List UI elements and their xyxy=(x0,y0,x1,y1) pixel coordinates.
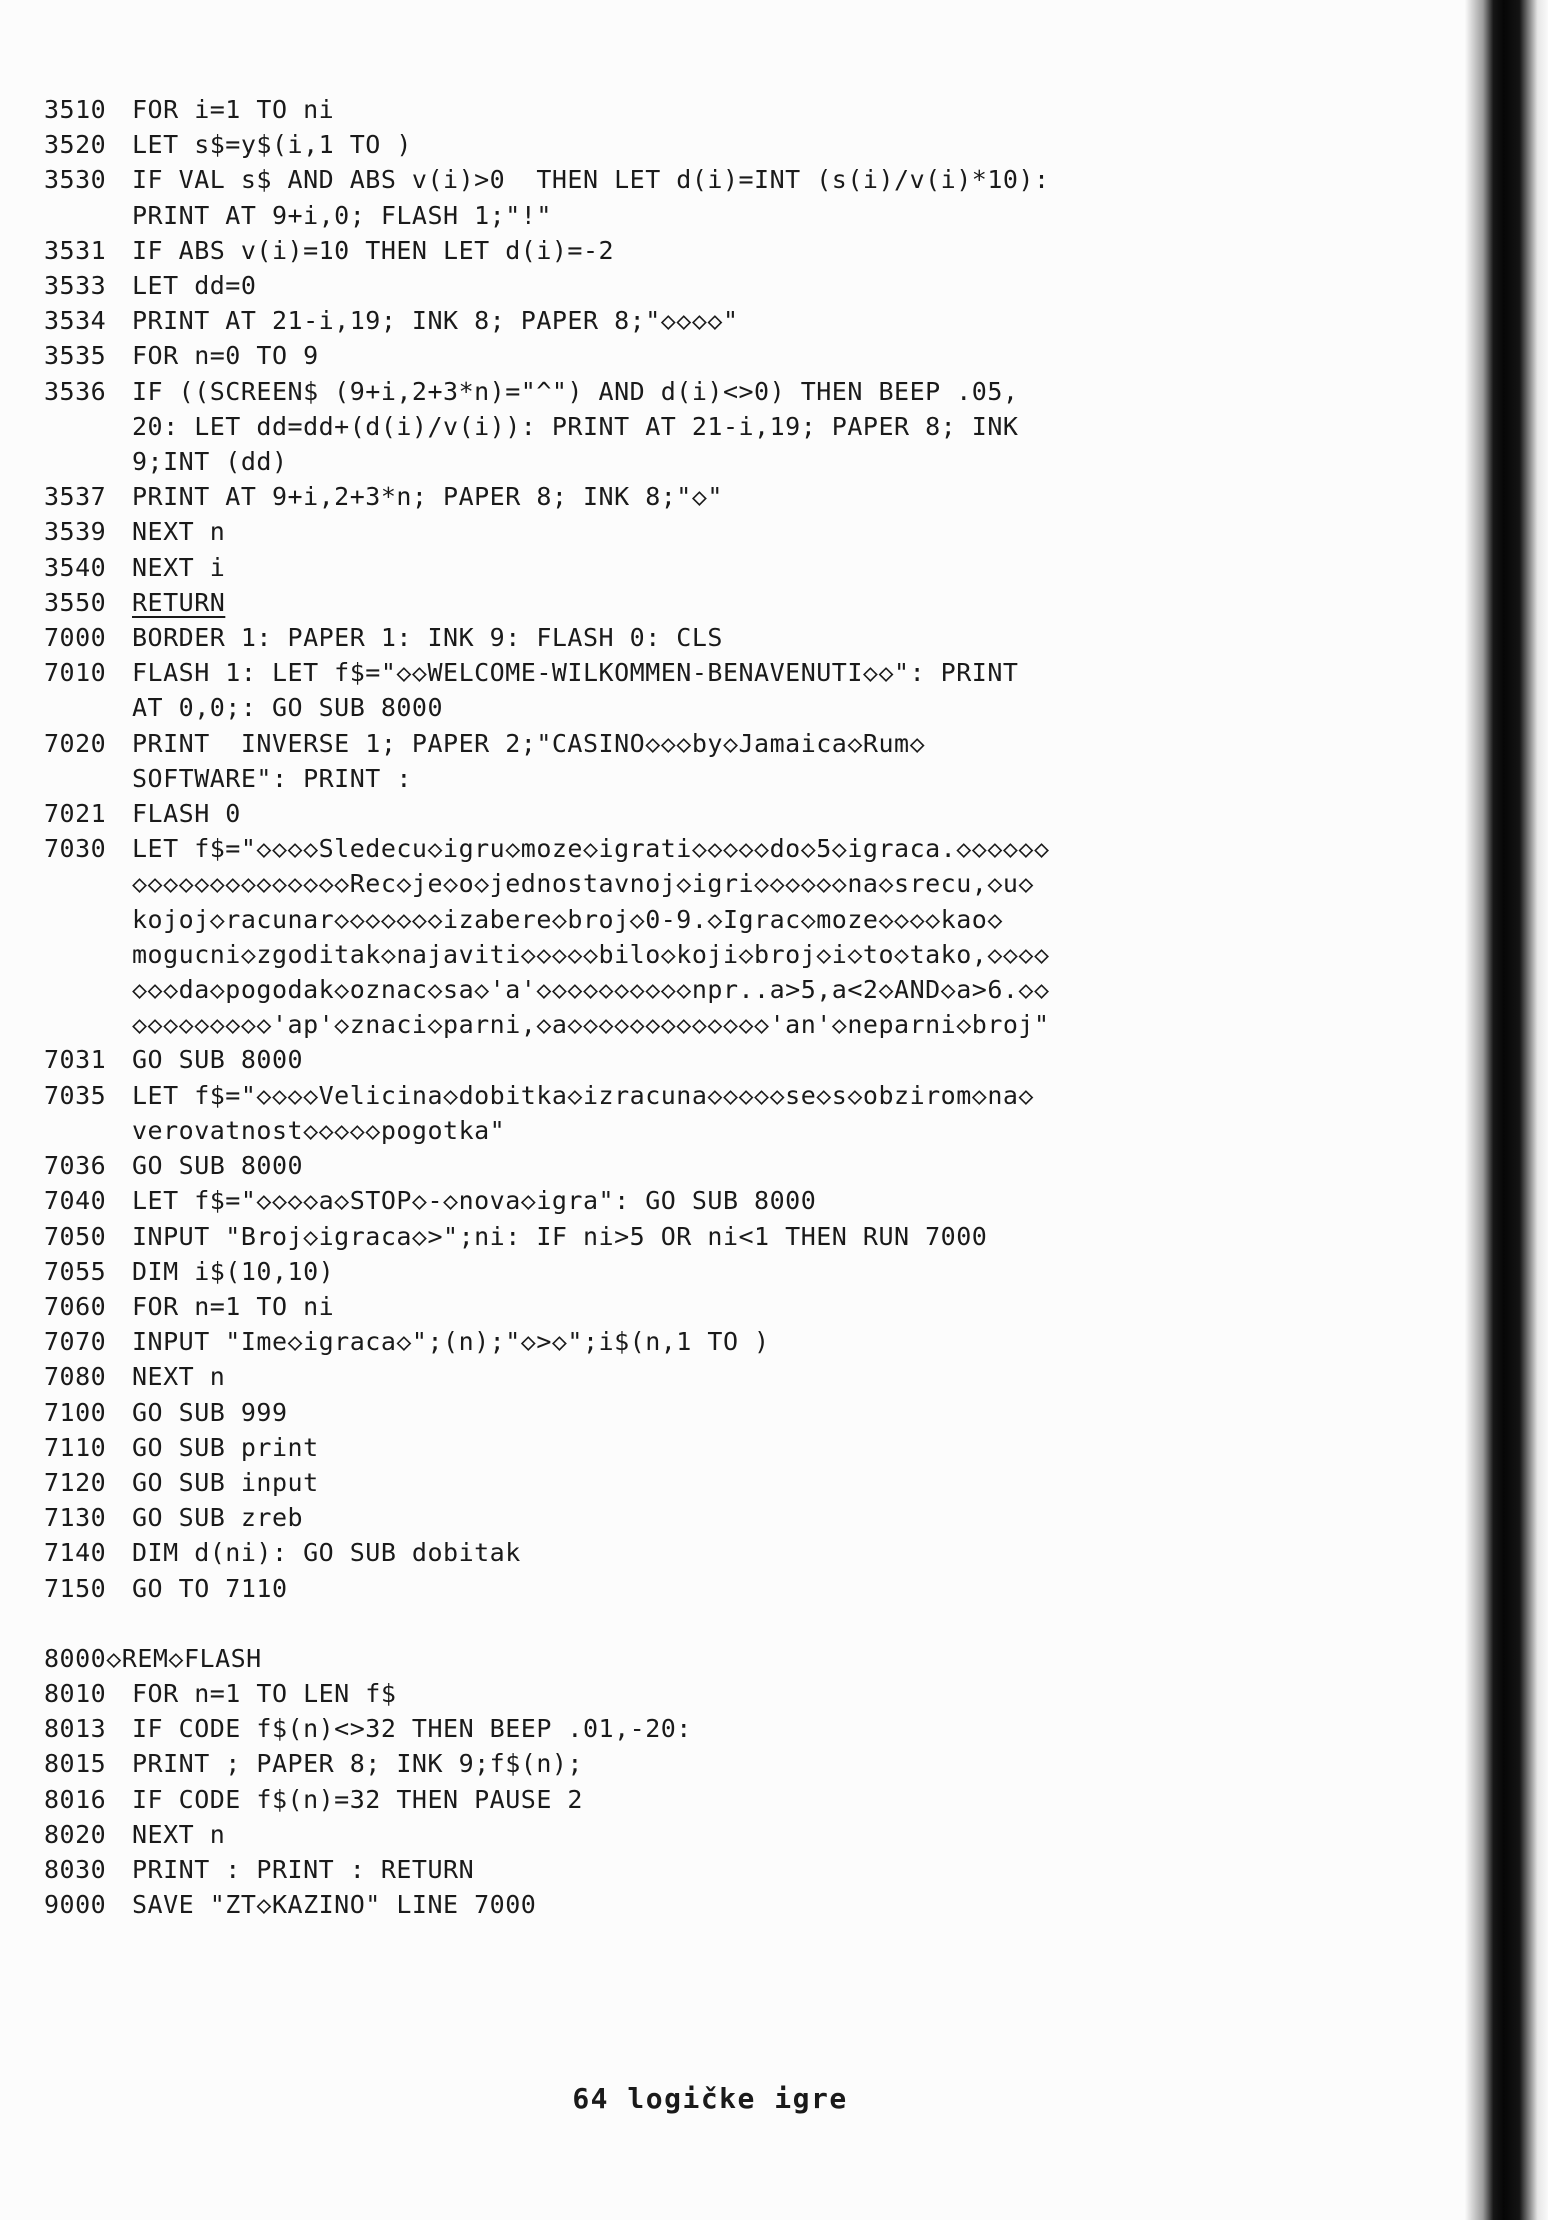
code-line xyxy=(44,1465,1194,1500)
code-line xyxy=(44,268,1194,303)
line-code: NEXT n xyxy=(132,1819,226,1849)
line-code: INPUT "Broj◇igraca◇>";ni: IF ni>5 OR ni<1 THEN RUN 7000 xyxy=(132,1221,988,1251)
line-number: 8016 xyxy=(44,1784,107,1814)
line-code: GO SUB 8000 xyxy=(132,1151,304,1181)
code-line xyxy=(44,620,1194,655)
code-line xyxy=(44,1676,1194,1711)
line-code: IF CODE f$(n)=32 THEN PAUSE 2 xyxy=(132,1784,583,1814)
line-code: FOR n=1 TO ni xyxy=(132,1291,335,1321)
line-number: 7120 xyxy=(44,1467,107,1497)
line-number: 8015 xyxy=(44,1749,107,1779)
line-number: 3510 xyxy=(44,95,107,124)
line-number: 3540 xyxy=(44,552,107,582)
line-number: 7030 xyxy=(44,834,107,864)
code-line xyxy=(44,726,1194,796)
line-number: 7040 xyxy=(44,1186,107,1216)
code-line xyxy=(44,1183,1194,1218)
line-code: PRINT AT 21-i,19; INK 8; PAPER 8;"◇◇◇◇" xyxy=(132,306,739,336)
code-line xyxy=(44,1395,1194,1430)
line-code: FOR n=0 TO 9 xyxy=(132,341,319,371)
line-code: DIM i$(10,10) xyxy=(132,1256,335,1286)
code-line xyxy=(44,1817,1194,1852)
line-number: 3536 xyxy=(44,376,107,406)
code-line xyxy=(44,1782,1194,1817)
line-number: 8010 xyxy=(44,1678,107,1708)
line-number: 3537 xyxy=(44,482,107,512)
line-code: GO SUB input xyxy=(132,1467,319,1497)
code-line xyxy=(44,831,1194,1042)
line-code: GO SUB zreb xyxy=(132,1503,304,1533)
line-number: 7110 xyxy=(44,1432,107,1462)
line-number: 7100 xyxy=(44,1397,107,1427)
line-code: NEXT n xyxy=(132,517,226,547)
line-number: 7050 xyxy=(44,1221,107,1251)
code-line xyxy=(44,233,1194,268)
line-number: 7010 xyxy=(44,658,107,688)
line-number: 3531 xyxy=(44,235,107,265)
line-number: 8000 xyxy=(44,1643,107,1673)
line-number: 7055 xyxy=(44,1256,107,1286)
line-code: PRINT AT 9+i,2+3*n; PAPER 8; INK 8;"◇" xyxy=(132,482,723,512)
line-code: LET f$="◇◇◇◇Sledecu◇igru◇moze◇igrati◇◇◇◇◇do◇5◇igraca.◇◇◇◇◇◇ ◇◇◇◇◇◇◇◇◇◇◇◇◇◇Rec◇je◇o◇jednostavnoj◇igri◇◇◇◇◇◇na◇srecu,◇u◇ kojoj◇racunar◇◇◇◇◇◇◇izabere◇broj◇0-9.◇Igrac◇moze◇◇◇◇kao◇ mogucni◇zgoditak◇najaviti◇◇◇◇◇bilo◇koji◇broj◇i◇to◇tako,◇◇◇◇ ◇◇◇da◇pogodak◇oznac◇sa◇'a'◇◇◇◇◇◇◇◇◇◇npr..a>5,a<2◇AND◇a>6.◇◇ ◇◇◇◇◇◇◇◇◇'ap'◇znaci◇parni,◇a◇◇◇◇◇◇◇◇◇◇◇◇◇'an'◇neparni◇broj" xyxy=(132,834,1050,1040)
line-code: IF ((SCREEN$ (9+i,2+3*n)="^") AND d(i)<>0) THEN BEEP .05, 20: LET dd=dd+(d(i)/v(i)): PRINT AT 21-i,19; PAPER 8; INK 9;INT (dd) xyxy=(132,376,1019,477)
line-number: 3550 xyxy=(44,587,107,617)
line-code: ◇REM◇FLASH xyxy=(106,1643,262,1673)
line-code: INPUT "Ime◇igraca◇";(n);"◇>◇";i$(n,1 TO ) xyxy=(132,1327,770,1357)
line-code: GO SUB print xyxy=(132,1432,319,1462)
line-number: 8030 xyxy=(44,1854,107,1884)
code-line xyxy=(44,1078,1194,1148)
code-line xyxy=(44,1571,1194,1606)
code-line xyxy=(44,585,1194,620)
line-code: FOR i=1 TO ni xyxy=(132,95,335,124)
line-number: 3533 xyxy=(44,271,107,301)
code-line xyxy=(44,1535,1194,1570)
line-code: IF VAL s$ AND ABS v(i)>0 THEN LET d(i)=INT (s(i)/v(i)*10): PRINT AT 9+i,0; FLASH 1;"!" xyxy=(132,165,1050,230)
code-line xyxy=(44,1711,1194,1746)
line-number: 3520 xyxy=(44,130,107,160)
line-number: 7140 xyxy=(44,1538,107,1568)
code-line xyxy=(44,1852,1194,1887)
code-line xyxy=(44,1430,1194,1465)
line-number: 7000 xyxy=(44,623,107,653)
code-line xyxy=(44,514,1194,549)
code-line xyxy=(44,1500,1194,1535)
code-line xyxy=(44,1359,1194,1394)
line-number: 7130 xyxy=(44,1503,107,1533)
line-number: 3535 xyxy=(44,341,107,371)
code-line xyxy=(44,1289,1194,1324)
code-line xyxy=(44,127,1194,162)
line-code: PRINT : PRINT : RETURN xyxy=(132,1854,475,1884)
line-number: 7036 xyxy=(44,1151,107,1181)
line-code: PRINT INVERSE 1; PAPER 2;"CASINO◇◇◇by◇Jamaica◇Rum◇ SOFTWARE": PRINT : xyxy=(132,728,926,793)
line-code: IF CODE f$(n)<>32 THEN BEEP .01,-20: xyxy=(132,1714,692,1744)
line-code: NEXT i xyxy=(132,552,226,582)
code-line xyxy=(44,1254,1194,1289)
line-code: RETURN xyxy=(132,587,226,617)
line-number: 7021 xyxy=(44,799,107,829)
code-line xyxy=(44,1148,1194,1183)
code-line xyxy=(44,1324,1194,1359)
line-number: 8013 xyxy=(44,1714,107,1744)
code-line xyxy=(44,92,1194,127)
page-footer: 64 logičke igre xyxy=(572,2082,848,2115)
code-line xyxy=(44,162,1194,232)
line-number: 7080 xyxy=(44,1362,107,1392)
code-line xyxy=(44,550,1194,585)
line-code: LET f$="◇◇◇◇a◇STOP◇-◇nova◇igra": GO SUB 8000 xyxy=(132,1186,817,1216)
line-code: GO SUB 999 xyxy=(132,1397,288,1427)
program-listing xyxy=(44,92,1194,1922)
code-line xyxy=(44,338,1194,373)
line-code: DIM d(ni): GO SUB dobitak xyxy=(132,1538,521,1568)
line-number: 7020 xyxy=(44,728,107,758)
line-number: 7060 xyxy=(44,1291,107,1321)
line-code: LET dd=0 xyxy=(132,271,257,301)
line-number: 7070 xyxy=(44,1327,107,1357)
line-code: NEXT n xyxy=(132,1362,226,1392)
line-code: LET f$="◇◇◇◇Velicina◇dobitka◇izracuna◇◇◇◇◇se◇s◇obzirom◇na◇ verovatnost◇◇◇◇◇pogotka" xyxy=(132,1080,1034,1145)
line-code: LET s$=y$(i,1 TO ) xyxy=(132,130,412,160)
code-line xyxy=(44,1219,1194,1254)
code-line xyxy=(44,796,1194,831)
line-code: PRINT ; PAPER 8; INK 9;f$(n); xyxy=(132,1749,583,1779)
line-number: 7150 xyxy=(44,1573,107,1603)
line-code: BORDER 1: PAPER 1: INK 9: FLASH 0: CLS xyxy=(132,623,723,653)
code-line xyxy=(44,655,1194,725)
line-number: 3534 xyxy=(44,306,107,336)
code-line xyxy=(44,1746,1194,1781)
line-number: 3530 xyxy=(44,165,107,195)
code-line xyxy=(44,1887,1194,1922)
line-code: GO SUB 8000 xyxy=(132,1045,304,1075)
line-code: FOR n=1 TO LEN f$ xyxy=(132,1678,397,1708)
code-line xyxy=(44,1042,1194,1077)
line-number: 3539 xyxy=(44,517,107,547)
scan-binding-shadow xyxy=(1418,0,1548,2220)
line-code: FLASH 0 xyxy=(132,799,241,829)
line-number: 9000 xyxy=(44,1890,107,1920)
line-number: 7035 xyxy=(44,1080,107,1110)
line-code: GO TO 7110 xyxy=(132,1573,288,1603)
line-code: IF ABS v(i)=10 THEN LET d(i)=-2 xyxy=(132,235,615,265)
line-number: 7031 xyxy=(44,1045,107,1075)
line-number: 8020 xyxy=(44,1819,107,1849)
code-line xyxy=(44,479,1194,514)
code-line xyxy=(44,303,1194,338)
line-code: SAVE "ZT◇KAZINO" LINE 7000 xyxy=(132,1890,537,1920)
line-code: FLASH 1: LET f$="◇◇WELCOME-WILKOMMEN-BENAVENUTI◇◇": PRINT AT 0,0;: GO SUB 8000 xyxy=(132,658,1019,723)
blank-line xyxy=(44,1606,1194,1641)
code-line xyxy=(44,374,1194,480)
code-line xyxy=(44,1641,1194,1676)
